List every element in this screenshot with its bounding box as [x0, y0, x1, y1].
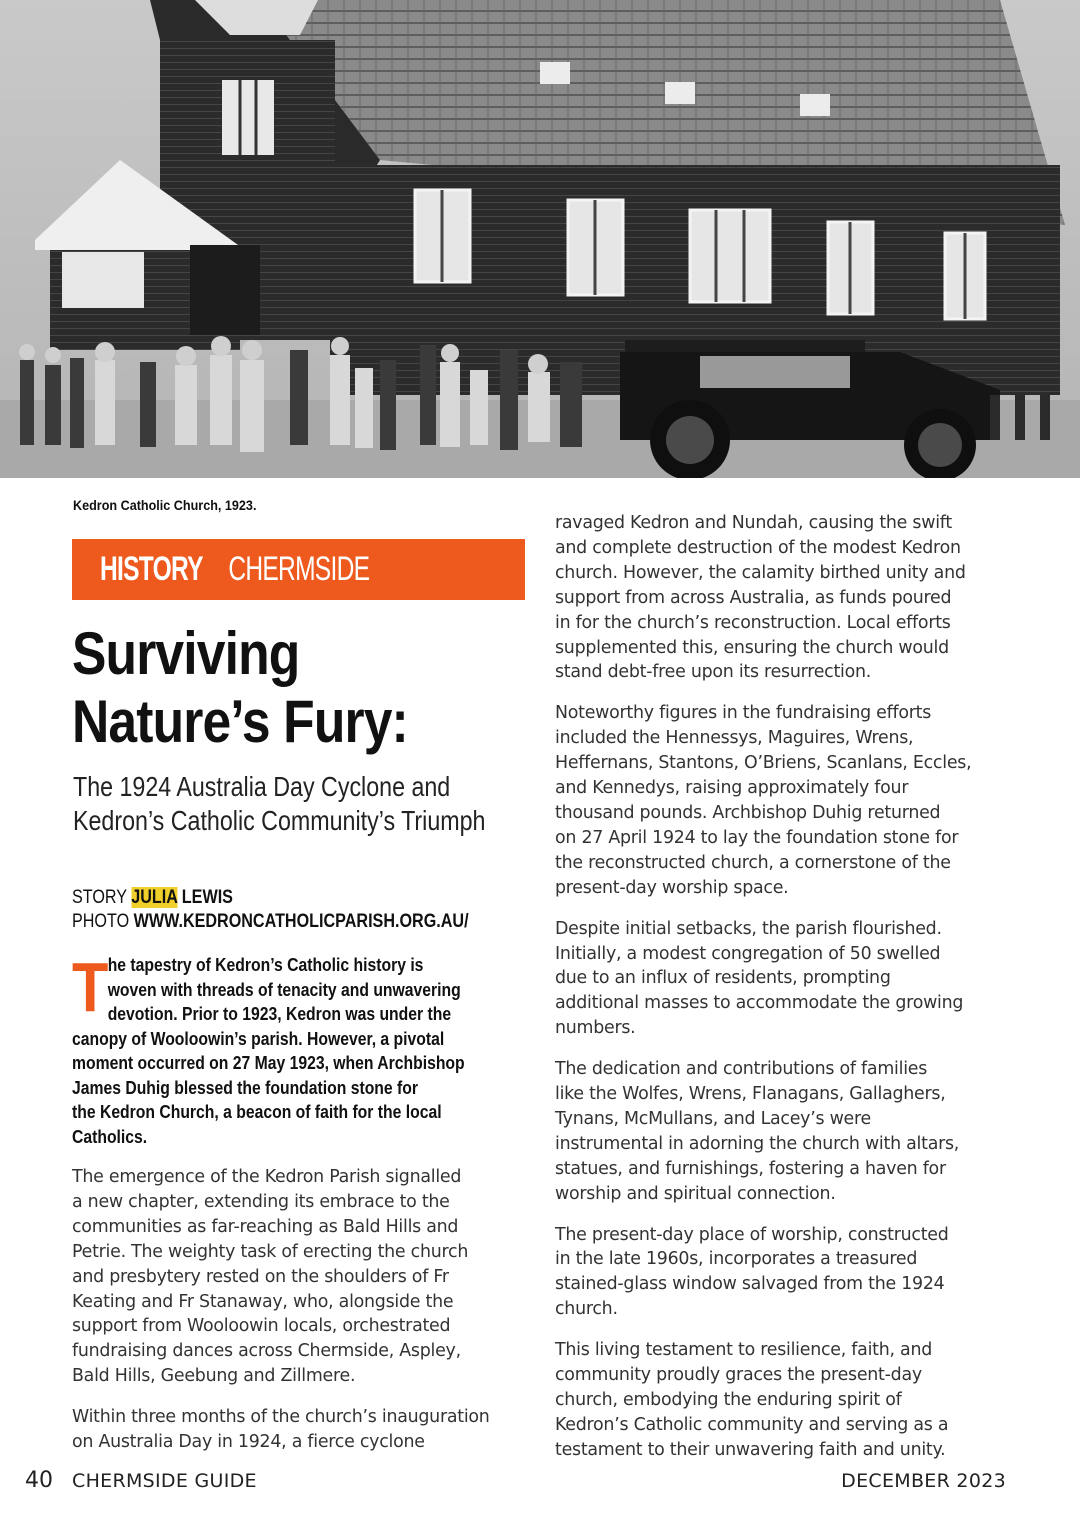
subhead-line: Kedron’s Catholic Community’s Triumph — [73, 805, 486, 836]
body-line: present-day worship space. — [555, 877, 789, 898]
body-line: church. — [555, 1299, 618, 1320]
body-line: Keating and Fr Stanaway, who, alongside the — [72, 1291, 454, 1312]
body-paragraph — [72, 1165, 532, 1389]
drop-cap: T — [72, 948, 109, 1026]
photo-source: WWW.KEDRONCATHOLICPARISH.ORG.AU/ — [133, 911, 469, 932]
church-photo-illustration — [0, 0, 1080, 478]
subhead-line: The 1924 Australia Day Cyclone and — [73, 771, 451, 802]
body-line: a new chapter, extending its embrace to the — [72, 1191, 450, 1212]
publication-name: CHERMSIDE GUIDE — [72, 1470, 257, 1492]
lead-line: the Kedron Church, a beacon of faith for the local — [72, 1101, 442, 1122]
story-credit — [72, 886, 469, 910]
body-line: the reconstructed church, a cornerstone of the — [555, 852, 951, 873]
author-first-name: JULIA — [131, 887, 178, 908]
body-line: instrumental in adorning the church with altars, — [555, 1133, 960, 1154]
photo-credit — [72, 910, 469, 934]
article-subheadline — [73, 770, 485, 838]
body-line: support from Wooloowin locals, orchestrated — [72, 1316, 451, 1337]
body-line: in the late 1960s, incorporates a treasured — [555, 1249, 918, 1270]
body-line: Petrie. The weighty task of erecting the church — [72, 1241, 469, 1262]
photo-caption: Kedron Catholic Church, 1923. — [73, 497, 257, 513]
body-column-left — [72, 1165, 532, 1471]
church-photo — [0, 0, 1080, 478]
article-credits — [72, 886, 469, 934]
body-line: supplemented this, ensuring the church would — [555, 637, 949, 658]
body-line: Kedron’s Catholic community and serving as a — [555, 1414, 949, 1435]
body-line: stained-glass window salvaged from the 1924 — [555, 1274, 945, 1295]
body-line: due to an influx of residents, prompting — [555, 968, 891, 989]
body-line: ravaged Kedron and Nundah, causing the swift — [555, 513, 952, 533]
body-line: included the Hennessys, Maguires, Wrens, — [555, 728, 914, 749]
body-line: church. However, the calamity birthed unity and — [555, 562, 966, 583]
body-line: The dedication and contributions of families — [555, 1059, 928, 1080]
body-line: Bald Hills, Geebung and Zillmere. — [72, 1366, 356, 1387]
headline-line: Nature’s Fury: — [72, 688, 408, 755]
author-last-name: LEWIS — [181, 887, 233, 908]
body-line: The present-day place of worship, constructed — [555, 1224, 949, 1245]
section-label-light: CHERMSIDE — [228, 550, 370, 588]
lead-line: Catholics. — [72, 1125, 148, 1147]
body-line: thousand pounds. Archbishop Duhig returned — [555, 802, 941, 823]
body-line: additional masses to accommodate the growing — [555, 993, 964, 1014]
body-line: Heffernans, Stantons, O’Briens, Scanlans, Eccles, — [555, 753, 972, 774]
lead-line: canopy of Wooloowin’s parish. However, a pivotal — [72, 1027, 445, 1049]
page-number: 40 — [25, 1468, 53, 1493]
body-line: Initially, a modest congregation of 50 swelled — [555, 943, 941, 964]
body-line: Tynans, McMullans, and Lacey’s were — [555, 1108, 871, 1129]
lead-paragraph — [72, 948, 514, 1149]
body-line: worship and spiritual connection. — [555, 1183, 836, 1204]
body-line: statues, and furnishings, fostering a haven for — [555, 1158, 946, 1179]
body-line: on Australia Day in 1924, a fierce cyclone — [72, 1432, 425, 1453]
photo-label: PHOTO — [72, 911, 130, 932]
body-paragraph — [555, 511, 1025, 685]
body-paragraph — [555, 701, 1025, 900]
body-line: Within three months of the church’s inauguration — [72, 1407, 490, 1428]
body-paragraph — [555, 1057, 1025, 1206]
lead-line: woven with threads of tenacity and unwavering — [107, 978, 461, 1000]
body-line: and Kennedys, raising approximately four — [555, 778, 909, 799]
body-line: testament to their unwavering faith and unity. — [555, 1439, 946, 1460]
article-headline — [72, 620, 476, 756]
body-line: The emergence of the Kedron Parish signalled — [72, 1167, 462, 1187]
body-line: communities as far-reaching as Bald Hills and — [72, 1216, 459, 1237]
body-line: stand debt-free upon its resurrection. — [555, 662, 872, 683]
body-line: numbers. — [555, 1018, 636, 1039]
section-label — [72, 539, 525, 600]
issue-date: DECEMBER 2023 — [841, 1470, 1006, 1492]
headline-line: Surviving — [72, 620, 300, 687]
body-line: in for the church’s reconstruction. Local efforts — [555, 612, 951, 633]
body-line: and presbytery rested on the shoulders of Fr — [72, 1266, 449, 1287]
body-paragraph — [555, 1338, 1025, 1463]
lead-line: James Duhig blessed the foundation stone for — [72, 1076, 418, 1098]
lead-line: moment occurred on 27 May 1923, when Archbishop — [72, 1052, 465, 1073]
body-paragraph — [72, 1405, 532, 1455]
lead-line: he tapestry of Kedron’s Catholic history is — [107, 954, 424, 975]
lead-line: devotion. Prior to 1923, Kedron was under the — [107, 1003, 452, 1024]
section-label-strong: HISTORY — [100, 550, 203, 588]
body-paragraph — [555, 1223, 1025, 1323]
body-paragraph — [555, 917, 1025, 1042]
body-line: This living testament to resilience, faith, and — [555, 1340, 933, 1361]
body-line: on 27 April 1924 to lay the foundation stone for — [555, 827, 959, 848]
body-line: Despite initial setbacks, the parish flourished. — [555, 918, 942, 939]
body-line: support from across Australia, as funds poured — [555, 587, 952, 608]
body-line: community proudly graces the present-day — [555, 1365, 922, 1386]
body-line: and complete destruction of the modest Kedron — [555, 537, 961, 558]
body-line: like the Wolfes, Wrens, Flanagans, Gallaghers, — [555, 1084, 946, 1105]
body-line: Noteworthy figures in the fundraising efforts — [555, 703, 932, 724]
body-line: fundraising dances across Chermside, Aspley, — [72, 1341, 461, 1362]
story-label: STORY — [72, 887, 127, 908]
body-column-right — [555, 511, 1025, 1479]
body-line: church, embodying the enduring spirit of — [555, 1390, 902, 1410]
